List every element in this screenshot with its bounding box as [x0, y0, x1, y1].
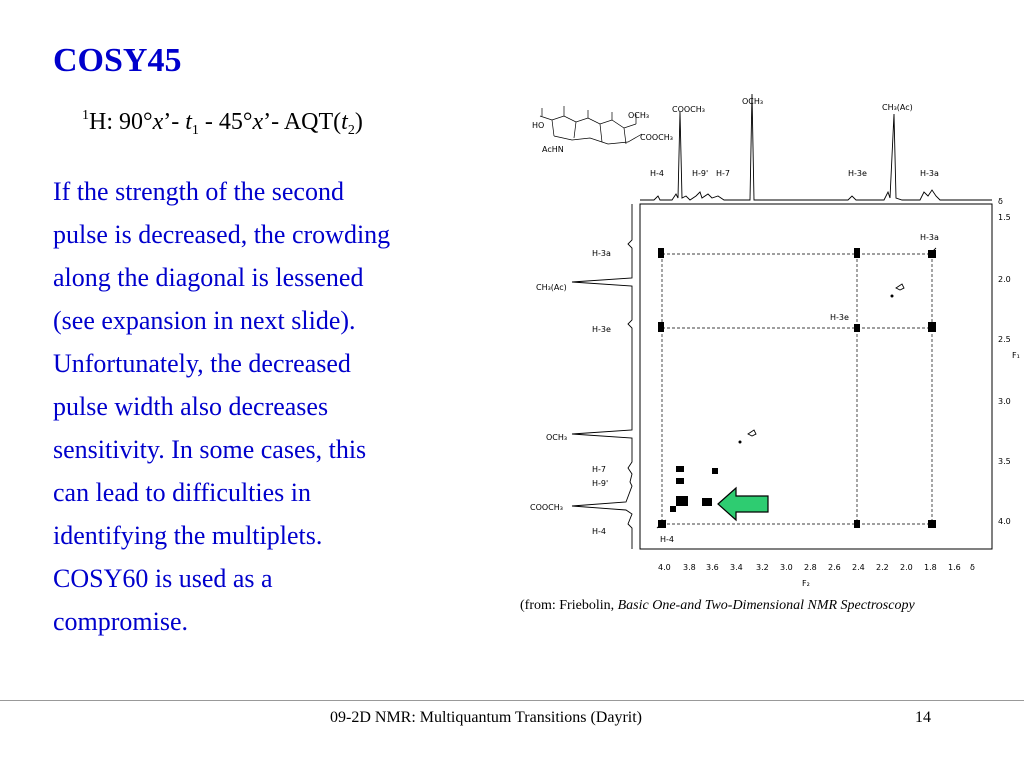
f1-tick: 4.0	[998, 517, 1011, 526]
f2-tick: 2.8	[804, 563, 817, 572]
pulse-superscript: 1	[82, 108, 89, 123]
pulse-end: )	[354, 109, 363, 135]
pulse-x1: x	[152, 109, 164, 135]
body-line: sensitivity. In some cases, this	[53, 435, 367, 464]
top-label: COOCH₃	[672, 105, 705, 114]
svg-text:HO: HO	[532, 121, 545, 130]
pulse-t1-sub: 1	[191, 123, 199, 138]
left-label: H-3a	[592, 249, 611, 258]
left-label: COOCH₃	[530, 503, 563, 512]
body-line: (see expansion in next slide).	[53, 306, 356, 335]
figure-caption	[520, 598, 915, 614]
molecule-structure-icon	[532, 106, 673, 154]
f2-tick: 2.2	[876, 563, 889, 572]
highlight-arrow-icon	[718, 488, 768, 520]
left-label: H-7	[592, 465, 606, 474]
f2-tick: 3.0	[780, 563, 793, 572]
f2-axis	[658, 563, 975, 588]
inner-label: H-3e	[830, 313, 849, 322]
f1-tick: 2.5	[998, 335, 1011, 344]
caption-prefix: (from: Friebolin,	[520, 598, 618, 613]
body-line: compromise.	[53, 607, 189, 636]
pulse-t1: t	[185, 109, 192, 135]
svg-text:OCH₃: OCH₃	[628, 111, 650, 120]
body-line: pulse width also decreases	[53, 392, 329, 421]
body-line: Unfortunately, the decreased	[53, 349, 351, 378]
pulse-t2: t	[341, 109, 348, 135]
body-line: pulse is decreased, the crowding	[53, 220, 391, 249]
f2-tick: 1.6	[948, 563, 961, 572]
top-label: H-3a	[920, 169, 939, 178]
f2-delta: δ	[970, 563, 975, 572]
left-label: H-9'	[592, 479, 609, 488]
inner-label: H-4	[660, 535, 674, 544]
left-label: OCH₃	[546, 433, 568, 442]
cross-peaks	[658, 248, 936, 528]
top-label: H-9'	[692, 169, 709, 178]
f2-axis-label: F₂	[802, 579, 810, 588]
top-label: CH₃(Ac)	[882, 103, 913, 112]
f1-tick: 3.5	[998, 457, 1011, 466]
f1-tick: 3.0	[998, 397, 1011, 406]
cosy-spectrum-figure	[512, 92, 1022, 592]
f2-tick: 1.8	[924, 563, 937, 572]
pulse-mid2: - 45°	[198, 109, 253, 135]
svg-text:COOCH₃: COOCH₃	[640, 133, 673, 142]
left-peak-labels	[530, 249, 611, 536]
body-line: If the strength of the second	[53, 177, 344, 206]
pulse-sequence	[82, 108, 363, 139]
top-label: H-4	[650, 169, 664, 178]
inner-label: H-3a	[920, 233, 939, 242]
f1-axis	[998, 197, 1020, 526]
pulse-x2: x	[252, 109, 264, 135]
pulse-prefix: H: 90°	[89, 109, 153, 135]
left-label: CH₃(Ac)	[536, 283, 567, 292]
body-text	[53, 170, 493, 643]
f1-delta: δ	[998, 197, 1003, 206]
top-label: H-7	[716, 169, 730, 178]
cross-peak-guides	[662, 254, 932, 524]
left-label: H-4	[592, 527, 606, 536]
f1-tick: 1.5	[998, 213, 1011, 222]
caption-book-title: Basic One-and Two-Dimensional NMR Spectroscopy	[617, 598, 915, 613]
pulse-mid1: ’-	[163, 109, 186, 135]
f1-axis-label: F₁	[1012, 351, 1020, 360]
slide-title: COSY45	[53, 42, 182, 79]
inner-labels	[660, 233, 939, 544]
left-label: H-3e	[592, 325, 611, 334]
f2-tick: 2.4	[852, 563, 865, 572]
plot-frame	[640, 204, 992, 549]
pulse-t2-sub: 2	[347, 123, 355, 138]
body-line: identifying the multiplets.	[53, 521, 323, 550]
svg-text:AcHN: AcHN	[542, 145, 564, 154]
top-label: H-3e	[848, 169, 867, 178]
f2-tick: 2.6	[828, 563, 841, 572]
body-line: COSY60 is used as a	[53, 564, 273, 593]
f2-tick: 3.2	[756, 563, 769, 572]
body-line: can lead to difficulties in	[53, 478, 311, 507]
f1-tick: 2.0	[998, 275, 1011, 284]
f2-tick: 2.0	[900, 563, 913, 572]
f2-tick: 3.8	[683, 563, 696, 572]
top-label: OCH₃	[742, 97, 764, 106]
f2-tick: 3.6	[706, 563, 719, 572]
footer-title: 09-2D NMR: Multiquantum Transitions (Dayrit)	[330, 709, 643, 726]
body-line: along the diagonal is lessened	[53, 263, 364, 292]
diagonal-peaks	[657, 248, 936, 528]
page-number: 14	[915, 709, 931, 726]
f2-tick: 4.0	[658, 563, 671, 572]
pulse-mid3: ’- AQT(	[263, 109, 342, 135]
f2-tick: 3.4	[730, 563, 743, 572]
footer-divider	[0, 700, 1024, 701]
